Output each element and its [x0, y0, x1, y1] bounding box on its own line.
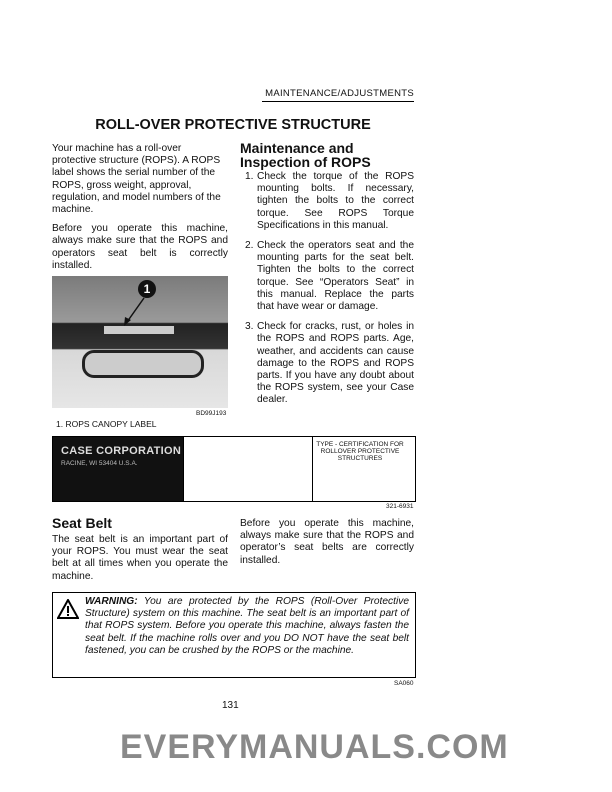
maintenance-steps	[240, 171, 414, 415]
seat-belt-text: The seat belt is an important part of your ROPS. You must wear the seat belt at all times when you operate the machine.	[52, 534, 228, 582]
plate-black-panel	[53, 437, 183, 501]
maintenance-heading: Maintenance and Inspection of ROPS	[240, 140, 371, 170]
running-header: MAINTENANCE/ADJUSTMENTS	[265, 88, 414, 99]
intro-paragraph: Before you operate this machine, always make sure that the ROPS and operators seat belt is correctly installed.	[52, 223, 228, 271]
plate-code: 321-6931	[386, 503, 414, 510]
figure-code: BD99J193	[196, 410, 227, 417]
step: 3. Check for cracks, rust, or holes in the ROPS and ROPS parts. Age, weather, and accidents can cause damage to the ROPS and ROPS parts. If you have any doubt about the ROPS system, see your Case dealer.	[245, 321, 414, 406]
rops-certification-plate	[52, 436, 416, 502]
figure-caption: 1. ROPS CANOPY LABEL	[56, 419, 157, 429]
plate-company: CASE CORPORATION	[61, 445, 182, 457]
seat-belt-heading: Seat Belt	[52, 515, 112, 531]
page-number: 131	[222, 700, 239, 711]
callout-1: 1	[138, 280, 156, 298]
warning-box	[52, 592, 416, 678]
page-title: ROLL-OVER PROTECTIVE STRUCTURE	[95, 117, 371, 133]
header-rule	[262, 101, 414, 102]
intro-paragraph: Your machine has a roll-over protective structure (ROPS). A ROPS label shows the serial number of the ROPS, gross weight, approval, regulation, and model numbers of the machine.	[52, 143, 221, 216]
warning-text: WARNING: You are protected by the ROPS (Roll-Over Protective Structure) system on this machine. The seat belt is an important part of that ROPS system. Before you operate this machine, always fasten the seat belt. If the machine rolls over and you DO NOT have the seat belt fastened, you can be crushed by the ROPS or the machine.	[85, 596, 409, 656]
intro	[52, 143, 228, 272]
seat-belt-text-2: Before you operate this machine, always make sure that the ROPS and operator’s seat belts are correctly installed.	[240, 518, 414, 566]
callout-arrow-icon	[52, 276, 228, 408]
step: 1. Check the torque of the ROPS mounting bolts. If necessary, tighten the bolts to the correct torque. See ROPS Torque Specifications in this manual.	[245, 171, 414, 231]
plate-city: RACINE, WI 53404 U.S.A.	[61, 460, 138, 467]
plate-type: TYPE - CERTIFICATION FOR ROLLOVER PROTECTIVE STRUCTURES	[316, 441, 404, 462]
rops-canopy-photo	[52, 276, 228, 408]
warning-code: SA060	[394, 680, 414, 687]
warning-triangle-icon	[57, 599, 79, 619]
step: 2. Check the operators seat and the mounting parts for the seat belt. Tighten the bolts to the correct torque. See “Operators Seat” in this manual. Replace the parts that have wear or damage.	[245, 240, 414, 313]
watermark: EVERYMANUALS.COM	[120, 728, 509, 766]
